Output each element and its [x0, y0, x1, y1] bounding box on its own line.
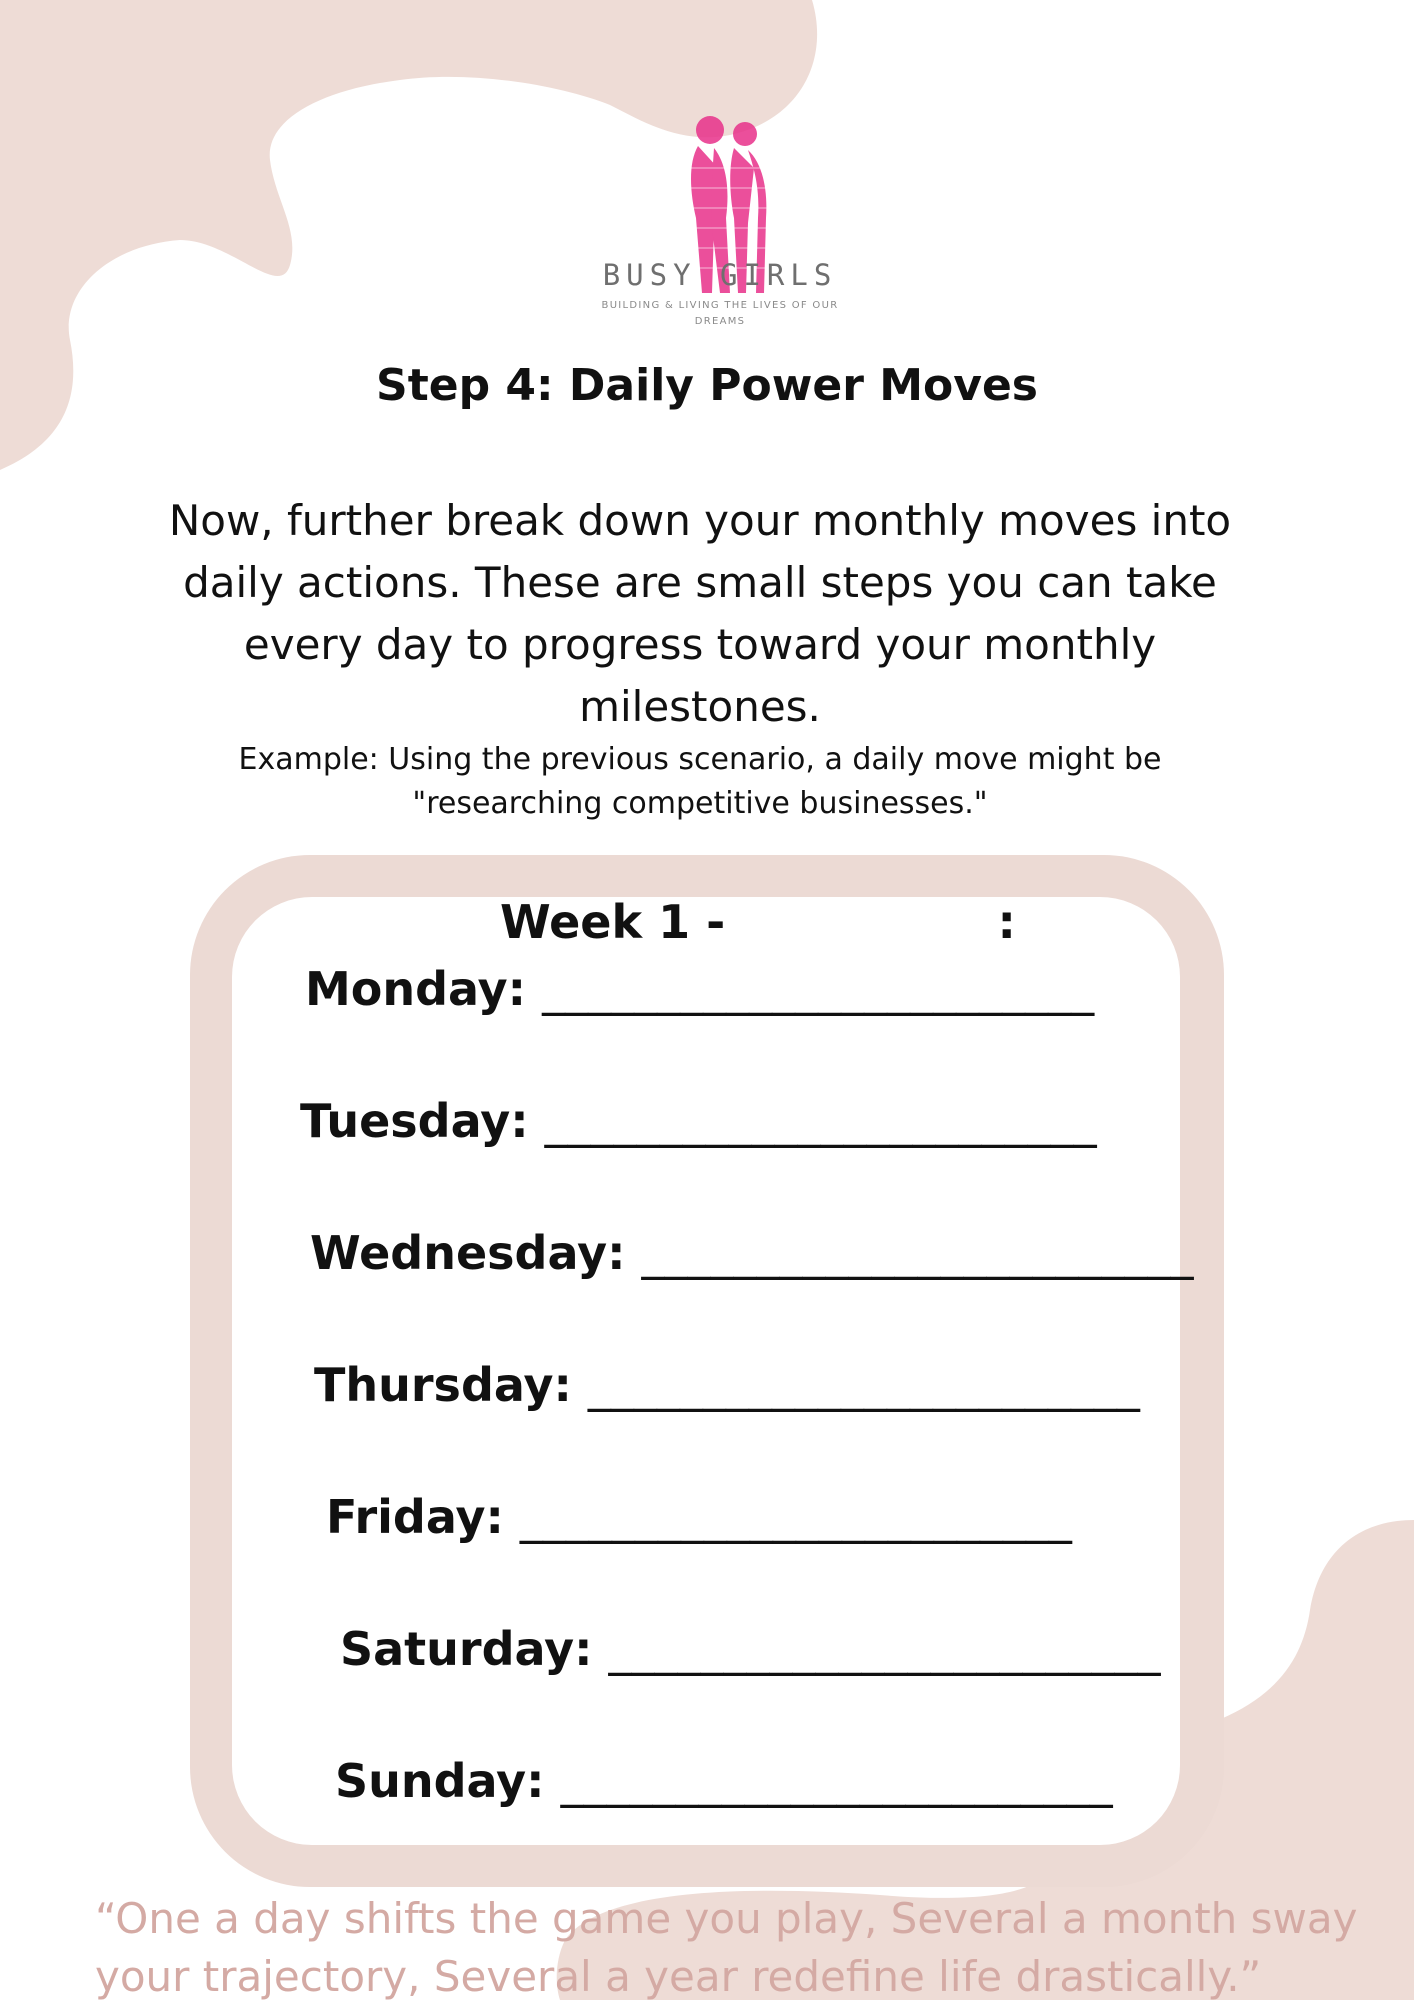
closing-quote	[95, 1890, 1385, 2000]
day-row-saturday[interactable]	[340, 1622, 1161, 1676]
day-blank-line[interactable]: ________________________	[542, 962, 1095, 1016]
day-blank-line[interactable]: ________________________	[587, 1358, 1140, 1412]
day-label: Saturday:	[340, 1622, 593, 1676]
logo-tagline-line2: DREAMS	[694, 316, 746, 327]
example-text: Example: Using the previous scenario, a daily move might be "researching competitive businesses."	[238, 742, 1162, 821]
day-blank-line[interactable]: ________________________	[608, 1622, 1161, 1676]
day-row-thursday[interactable]	[314, 1358, 1140, 1412]
day-row-monday[interactable]	[305, 962, 1094, 1016]
day-label: Friday:	[326, 1490, 504, 1544]
day-row-sunday[interactable]	[335, 1754, 1113, 1808]
logo-tagline-line1: BUILDING & LIVING THE LIVES OF OUR	[601, 300, 839, 311]
day-blank-line[interactable]: ________________________	[641, 1226, 1194, 1280]
logo-tagline	[600, 298, 840, 330]
day-blank-line[interactable]: ________________________	[544, 1094, 1097, 1148]
day-label: Monday:	[305, 962, 527, 1016]
day-blank-line[interactable]: ________________________	[560, 1754, 1113, 1808]
quote-line1: “One a day shifts the game you play, Several a month sway	[95, 1894, 1358, 1943]
day-label: Thursday:	[314, 1358, 572, 1412]
day-row-tuesday[interactable]	[300, 1094, 1097, 1148]
day-label: Sunday:	[335, 1754, 545, 1808]
quote-line2: your trajectory, Several a year redefine life drastically.”	[95, 1952, 1262, 2000]
intro-paragraph: Now, further break down your monthly moves into daily actions. These are small steps you can take every day to progress toward your monthly milestones.	[168, 496, 1232, 731]
day-label: Wednesday:	[310, 1226, 626, 1280]
day-label: Tuesday:	[300, 1094, 529, 1148]
logo-brand-name: BUSY GIRLS	[602, 258, 838, 292]
page-title: Step 4: Daily Power Moves	[376, 360, 1038, 411]
day-blank-line[interactable]: ________________________	[519, 1490, 1072, 1544]
day-row-friday[interactable]	[326, 1490, 1072, 1544]
day-row-wednesday[interactable]	[310, 1226, 1194, 1280]
busy-girls-logo	[600, 100, 840, 330]
week-heading: Week 1 - :	[500, 895, 1016, 949]
